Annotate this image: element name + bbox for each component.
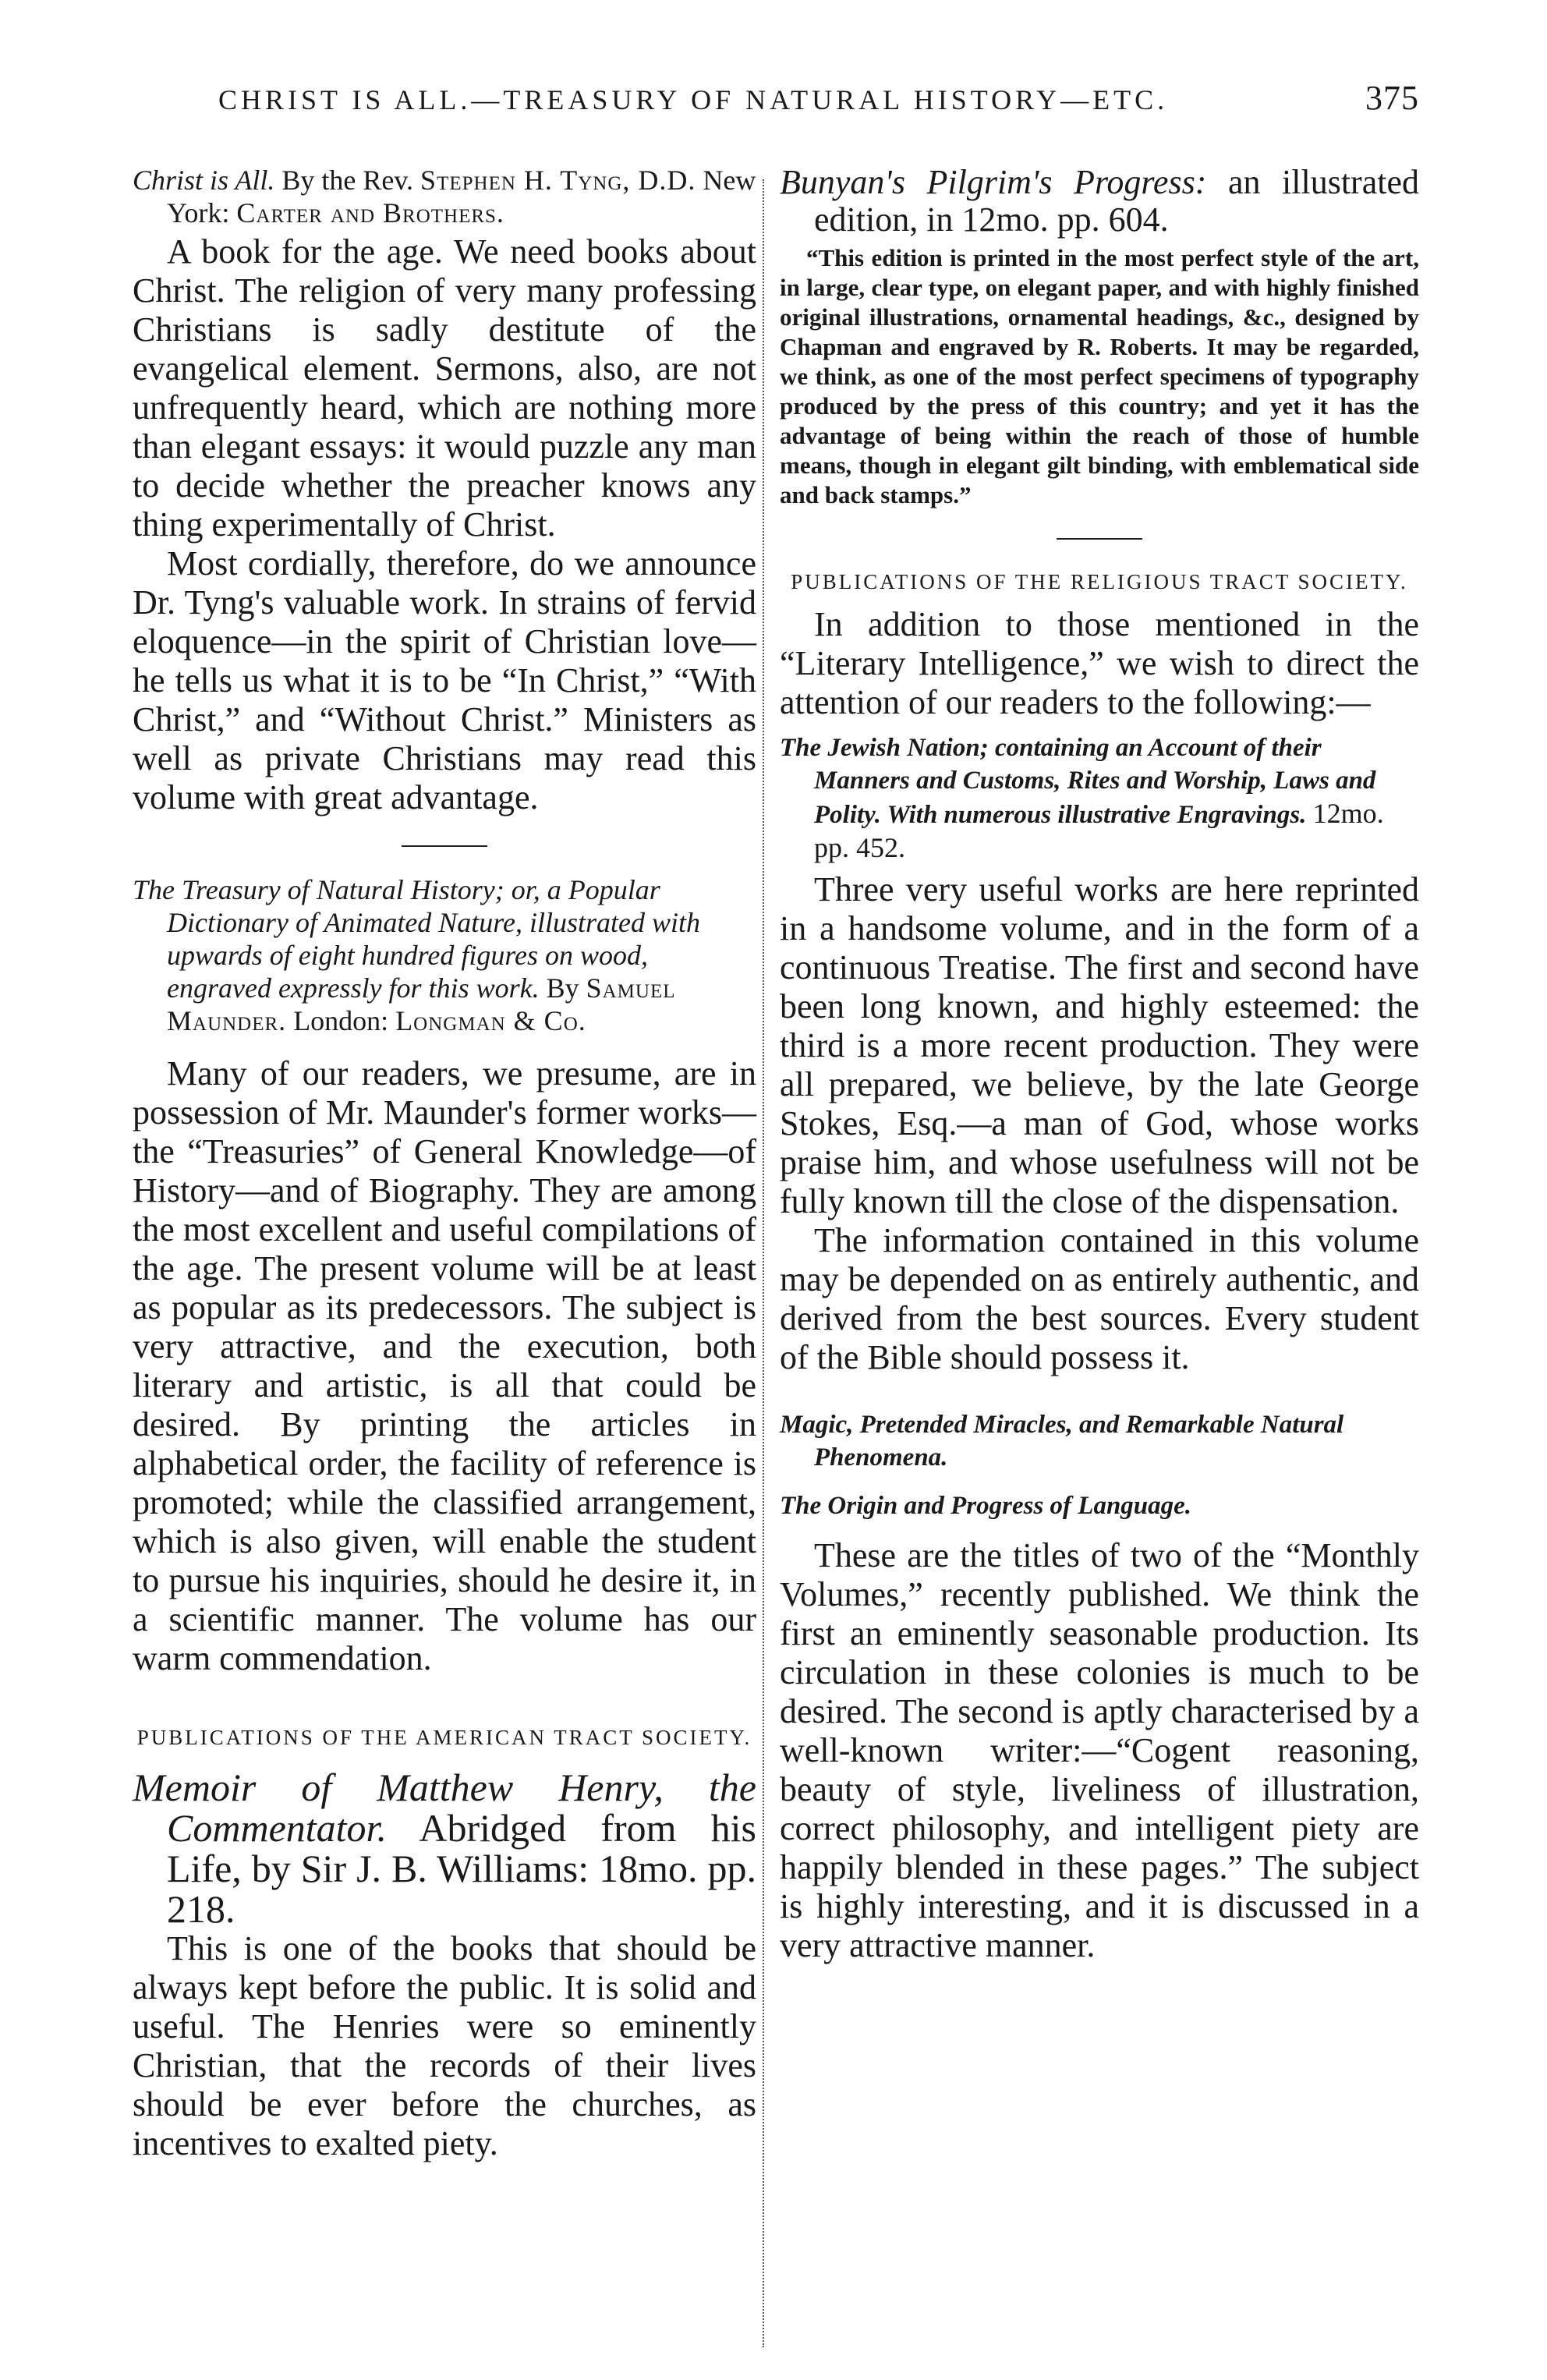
place: New York: xyxy=(167,165,756,228)
section-heading-american-tract: PUBLICATIONS OF THE AMERICAN TRACT SOCIETY. xyxy=(136,1726,752,1749)
review-bunyan-heading xyxy=(780,164,1419,239)
book-title: Bunyan's Pilgrim's Progress: xyxy=(780,163,1207,201)
byline: By the Rev. xyxy=(281,165,414,196)
review-christ-is-all-heading xyxy=(133,164,756,229)
separator-rule xyxy=(1057,538,1142,540)
running-head xyxy=(125,78,1419,118)
review-quote: “This edition is printed in the most perfect style of the art, in large, clear type, on elegant paper, and with highly finished original illustrations, ornamental headings, &c., designed by Chapman and engraved by R. Roberts. It may be regarded, we think, as one of the most perfect specimens of typography produced by the press of this country; and yet it has the advantage of being within the reach of those of humble means, though in elegant gilt binding, with emblematical side and back stamps.” xyxy=(780,244,1419,508)
author: Samuel Maunder. xyxy=(167,972,676,1036)
review-paragraph: Three very useful works are here reprinted in a handsome volume, and in the form of a continuous Treatise. The first and second have been long known, and highly esteemed: the third is a more recent production. They were all prepared, we believe, by the late George Stokes, Esq.—a man of God, whose works praise him, and whose usefulness will not be fully known till the close of the dispensation. xyxy=(780,870,1419,1220)
review-origin-heading: The Origin and Progress of Language. xyxy=(780,1492,1192,1520)
publisher: Carter and Brothers. xyxy=(236,197,504,228)
byline: By xyxy=(546,972,579,1004)
page-number: 375 xyxy=(1365,79,1419,117)
review-paragraph: The information contained in this volume may be depended on as entirely authentic, and derived from the best sources. Every student of the Bible should possess it. xyxy=(780,1221,1419,1376)
review-paragraph: A book for the age. We need books about Christ. The religion of very many professing Christians is sadly destitute of the evangelical element. Sermons, also, are not unfrequently heard, which are nothing more than elegant essays: it would puzzle any man to decide whether the preacher knows any thing experimentally of Christ. xyxy=(133,232,756,544)
book-details: an illustrated edition, in 12mo. pp. 604. xyxy=(814,163,1419,239)
separator-rule xyxy=(402,845,487,847)
author: Stephen H. Tyng, D.D. xyxy=(420,165,696,196)
place: London: xyxy=(293,1005,389,1036)
book-title: Christ is All. xyxy=(133,165,275,196)
review-henry-heading xyxy=(133,1767,756,1929)
book-title: The Treasury of Natural History; or, a Popular Dictionary of Animated Nature, illustrated with upwards of eight hundred figures on wood, engraved expressly for this work. xyxy=(133,874,700,1004)
publisher: Longman & Co. xyxy=(395,1005,586,1036)
review-magic-heading: Magic, Pretended Miracles, and Remarkable Natural Phenomena. xyxy=(780,1411,1344,1472)
running-title: CHRIST IS ALL.—TREASURY OF NATURAL HISTORY—ETC. xyxy=(218,84,1169,115)
book-title: Memoir of Matthew Henry, the Commentator. xyxy=(133,1766,756,1850)
column-divider xyxy=(763,179,764,2347)
review-paragraph: This is one of the books that should be always kept before the public. It is solid and useful. The Henries were so eminently Christian, that the records of their lives should be ever before the churches, as incentives to exalted piety. xyxy=(133,1929,756,2162)
review-jewish-nation-heading xyxy=(780,731,1419,866)
book-details: 12mo. pp. 452. xyxy=(814,798,1384,863)
review-treasury-heading xyxy=(133,873,756,1037)
intro-paragraph: In addition to those mentioned in the “Literary Intelligence,” we wish to direct the attention of our readers to the following:— xyxy=(780,605,1419,721)
right-column xyxy=(780,164,1419,1965)
review-paragraph: These are the titles of two of the “Monthly Volumes,” recently published. We think the first an eminently seasonable production. Its circulation in these colonies is much to be desired. The second is aptly characterised by a well-known writer:—“Cogent reasoning, beauty of style, liveliness of illustration, correct philosophy, and intelligent piety are happily blended in these pages.” The subject is highly interesting, and it is discussed in a very attractive manner. xyxy=(780,1536,1419,1964)
review-paragraph: Most cordially, therefore, do we announce Dr. Tyng's valuable work. In strains of fervid eloquence—in the spirit of Christian love—he tells us what it is to be “In Christ,” “With Christ,” and “Without Christ.” Ministers as well as private Christians may read this volume with great advantage. xyxy=(133,544,756,816)
review-paragraph: Many of our readers, we presume, are in possession of Mr. Maunder's former works—the “Treasuries” of General Knowledge—of History—and of Biography. They are among the most excellent and useful compilations of the age. The present volume will be at least as popular as its predecessors. The subject is very attractive, and the execution, both literary and artistic, is all that could be desired. By printing the articles in alphabetical order, the facility of reference is promoted; while the classified arrangement, which is also given, will enable the student to pursue his inquiries, should he desire it, in a scientific manner. The volume has our warm commendation. xyxy=(133,1054,756,1677)
left-column xyxy=(133,164,756,2163)
section-heading-religious-tract: PUBLICATIONS OF THE RELIGIOUS TRACT SOCIETY. xyxy=(791,570,1408,593)
book-title: The Jewish Nation; containing an Account of their Manners and Customs, Rites and Worship, Laws and Polity. With numerous illustrative Engravings. xyxy=(780,734,1376,829)
book-details: Abridged from his Life, by Sir J. B. Williams: 18mo. pp. 218. xyxy=(167,1806,756,1931)
